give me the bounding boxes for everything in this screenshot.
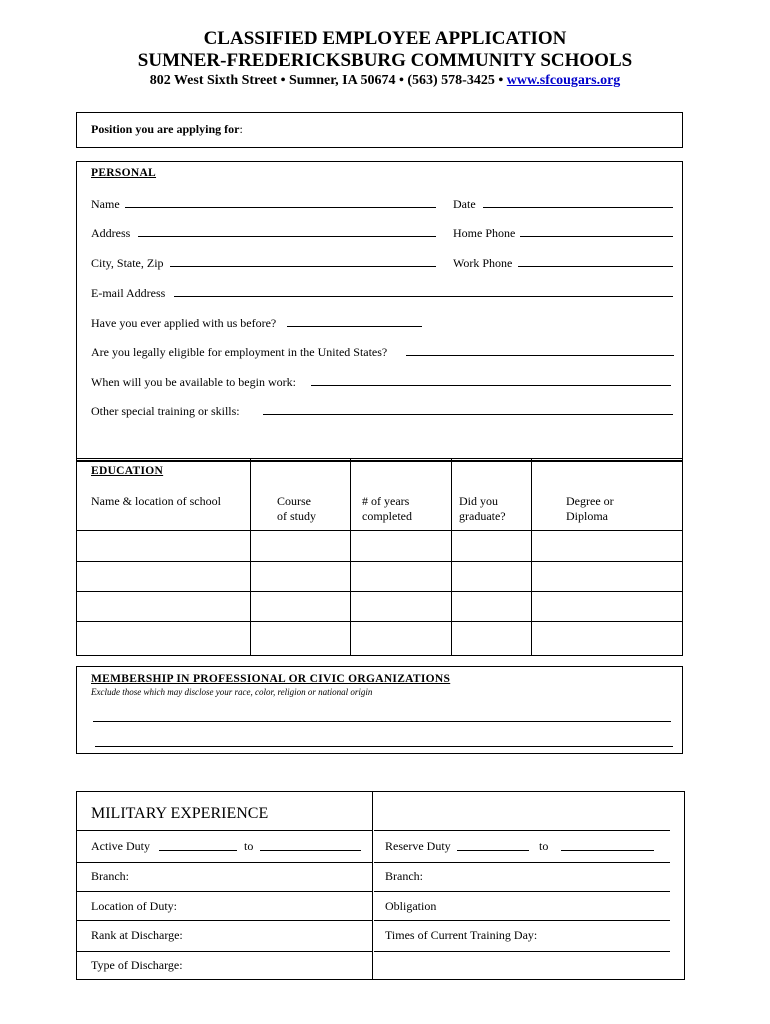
district-name: SUMNER-FREDERICKSBURG COMMUNITY SCHOOLS <box>137 50 633 71</box>
education-table <box>76 458 683 656</box>
training-field[interactable] <box>263 414 673 415</box>
website-link[interactable]: www.sfcougars.org <box>506 73 621 88</box>
email-field[interactable] <box>174 296 673 297</box>
applied-before-field[interactable] <box>287 326 422 327</box>
education-title: EDUCATION <box>91 465 164 477</box>
position-box <box>76 112 683 148</box>
district-address: 802 West Sixth Street • Sumner, IA 50674 • (563) 578-3425 • <box>149 73 507 88</box>
discharge-type-label: Type of Discharge: <box>91 958 183 972</box>
military-title: MILITARY EXPERIENCE <box>91 805 269 822</box>
position-input[interactable] <box>257 117 677 143</box>
work-phone-field[interactable] <box>518 266 673 267</box>
available-label: When will you be available to begin work: <box>91 375 296 389</box>
personal-title: PERSONAL <box>91 167 157 179</box>
membership-section <box>76 666 683 754</box>
col-degree: Degree or Diploma <box>566 494 614 523</box>
col-course: Course of study <box>277 494 316 523</box>
eligible-label: Are you legally eligible for employment in the United States? <box>91 345 388 359</box>
education-top-rule <box>77 461 682 462</box>
col-school: Name & location of school <box>91 494 221 508</box>
work-phone-label: Work Phone <box>453 256 513 270</box>
military-section <box>76 791 685 980</box>
city-state-zip-label: City, State, Zip <box>91 256 164 270</box>
address-label: Address <box>91 226 131 240</box>
education-row-1[interactable] <box>77 531 682 561</box>
membership-note: Exclude those which may disclose your race, color, religion or national origin <box>91 687 373 697</box>
active-duty-to-label: to <box>244 839 254 853</box>
col-years: # of years completed <box>362 494 412 523</box>
location-label: Location of Duty: <box>91 899 177 913</box>
training-label: Other special training or skills: <box>91 404 240 418</box>
rank-label: Rank at Discharge: <box>91 928 183 942</box>
active-duty-to-field[interactable] <box>260 850 361 851</box>
col-graduate: Did you graduate? <box>459 494 506 523</box>
available-field[interactable] <box>311 385 671 386</box>
branch-right-label: Branch: <box>385 869 423 883</box>
active-duty-label: Active Duty <box>91 839 150 853</box>
membership-line-1[interactable] <box>93 721 671 722</box>
reserve-duty-label: Reserve Duty <box>385 839 451 853</box>
reserve-duty-to-label: to <box>539 839 549 853</box>
date-field[interactable] <box>483 207 673 208</box>
training-day-label: Times of Current Training Day: <box>385 928 538 942</box>
education-row-3[interactable] <box>77 592 682 621</box>
position-label: Position you are applying for: <box>91 122 243 136</box>
date-label: Date <box>453 197 476 211</box>
city-state-zip-field[interactable] <box>170 266 436 267</box>
branch-left-label: Branch: <box>91 869 129 883</box>
address-field[interactable] <box>138 236 436 237</box>
email-label: E-mail Address <box>91 286 166 300</box>
reserve-duty-to-field[interactable] <box>561 850 654 851</box>
home-phone-label: Home Phone <box>453 226 516 240</box>
reserve-duty-from-field[interactable] <box>457 850 529 851</box>
education-row-2[interactable] <box>77 562 682 591</box>
obligation-label: Obligation <box>385 899 437 913</box>
name-field[interactable] <box>125 207 436 208</box>
home-phone-field[interactable] <box>520 236 673 237</box>
eligible-field[interactable] <box>406 355 674 356</box>
name-label: Name <box>91 197 120 211</box>
active-duty-from-field[interactable] <box>159 850 237 851</box>
membership-line-2[interactable] <box>95 746 673 747</box>
applied-before-label: Have you ever applied with us before? <box>91 316 277 330</box>
membership-title: MEMBERSHIP IN PROFESSIONAL OR CIVIC ORGANIZATIONS <box>91 673 451 685</box>
personal-section <box>76 161 683 461</box>
district-contact <box>0 73 770 89</box>
education-row-4[interactable] <box>77 622 682 655</box>
form-title: CLASSIFIED EMPLOYEE APPLICATION <box>203 28 567 49</box>
